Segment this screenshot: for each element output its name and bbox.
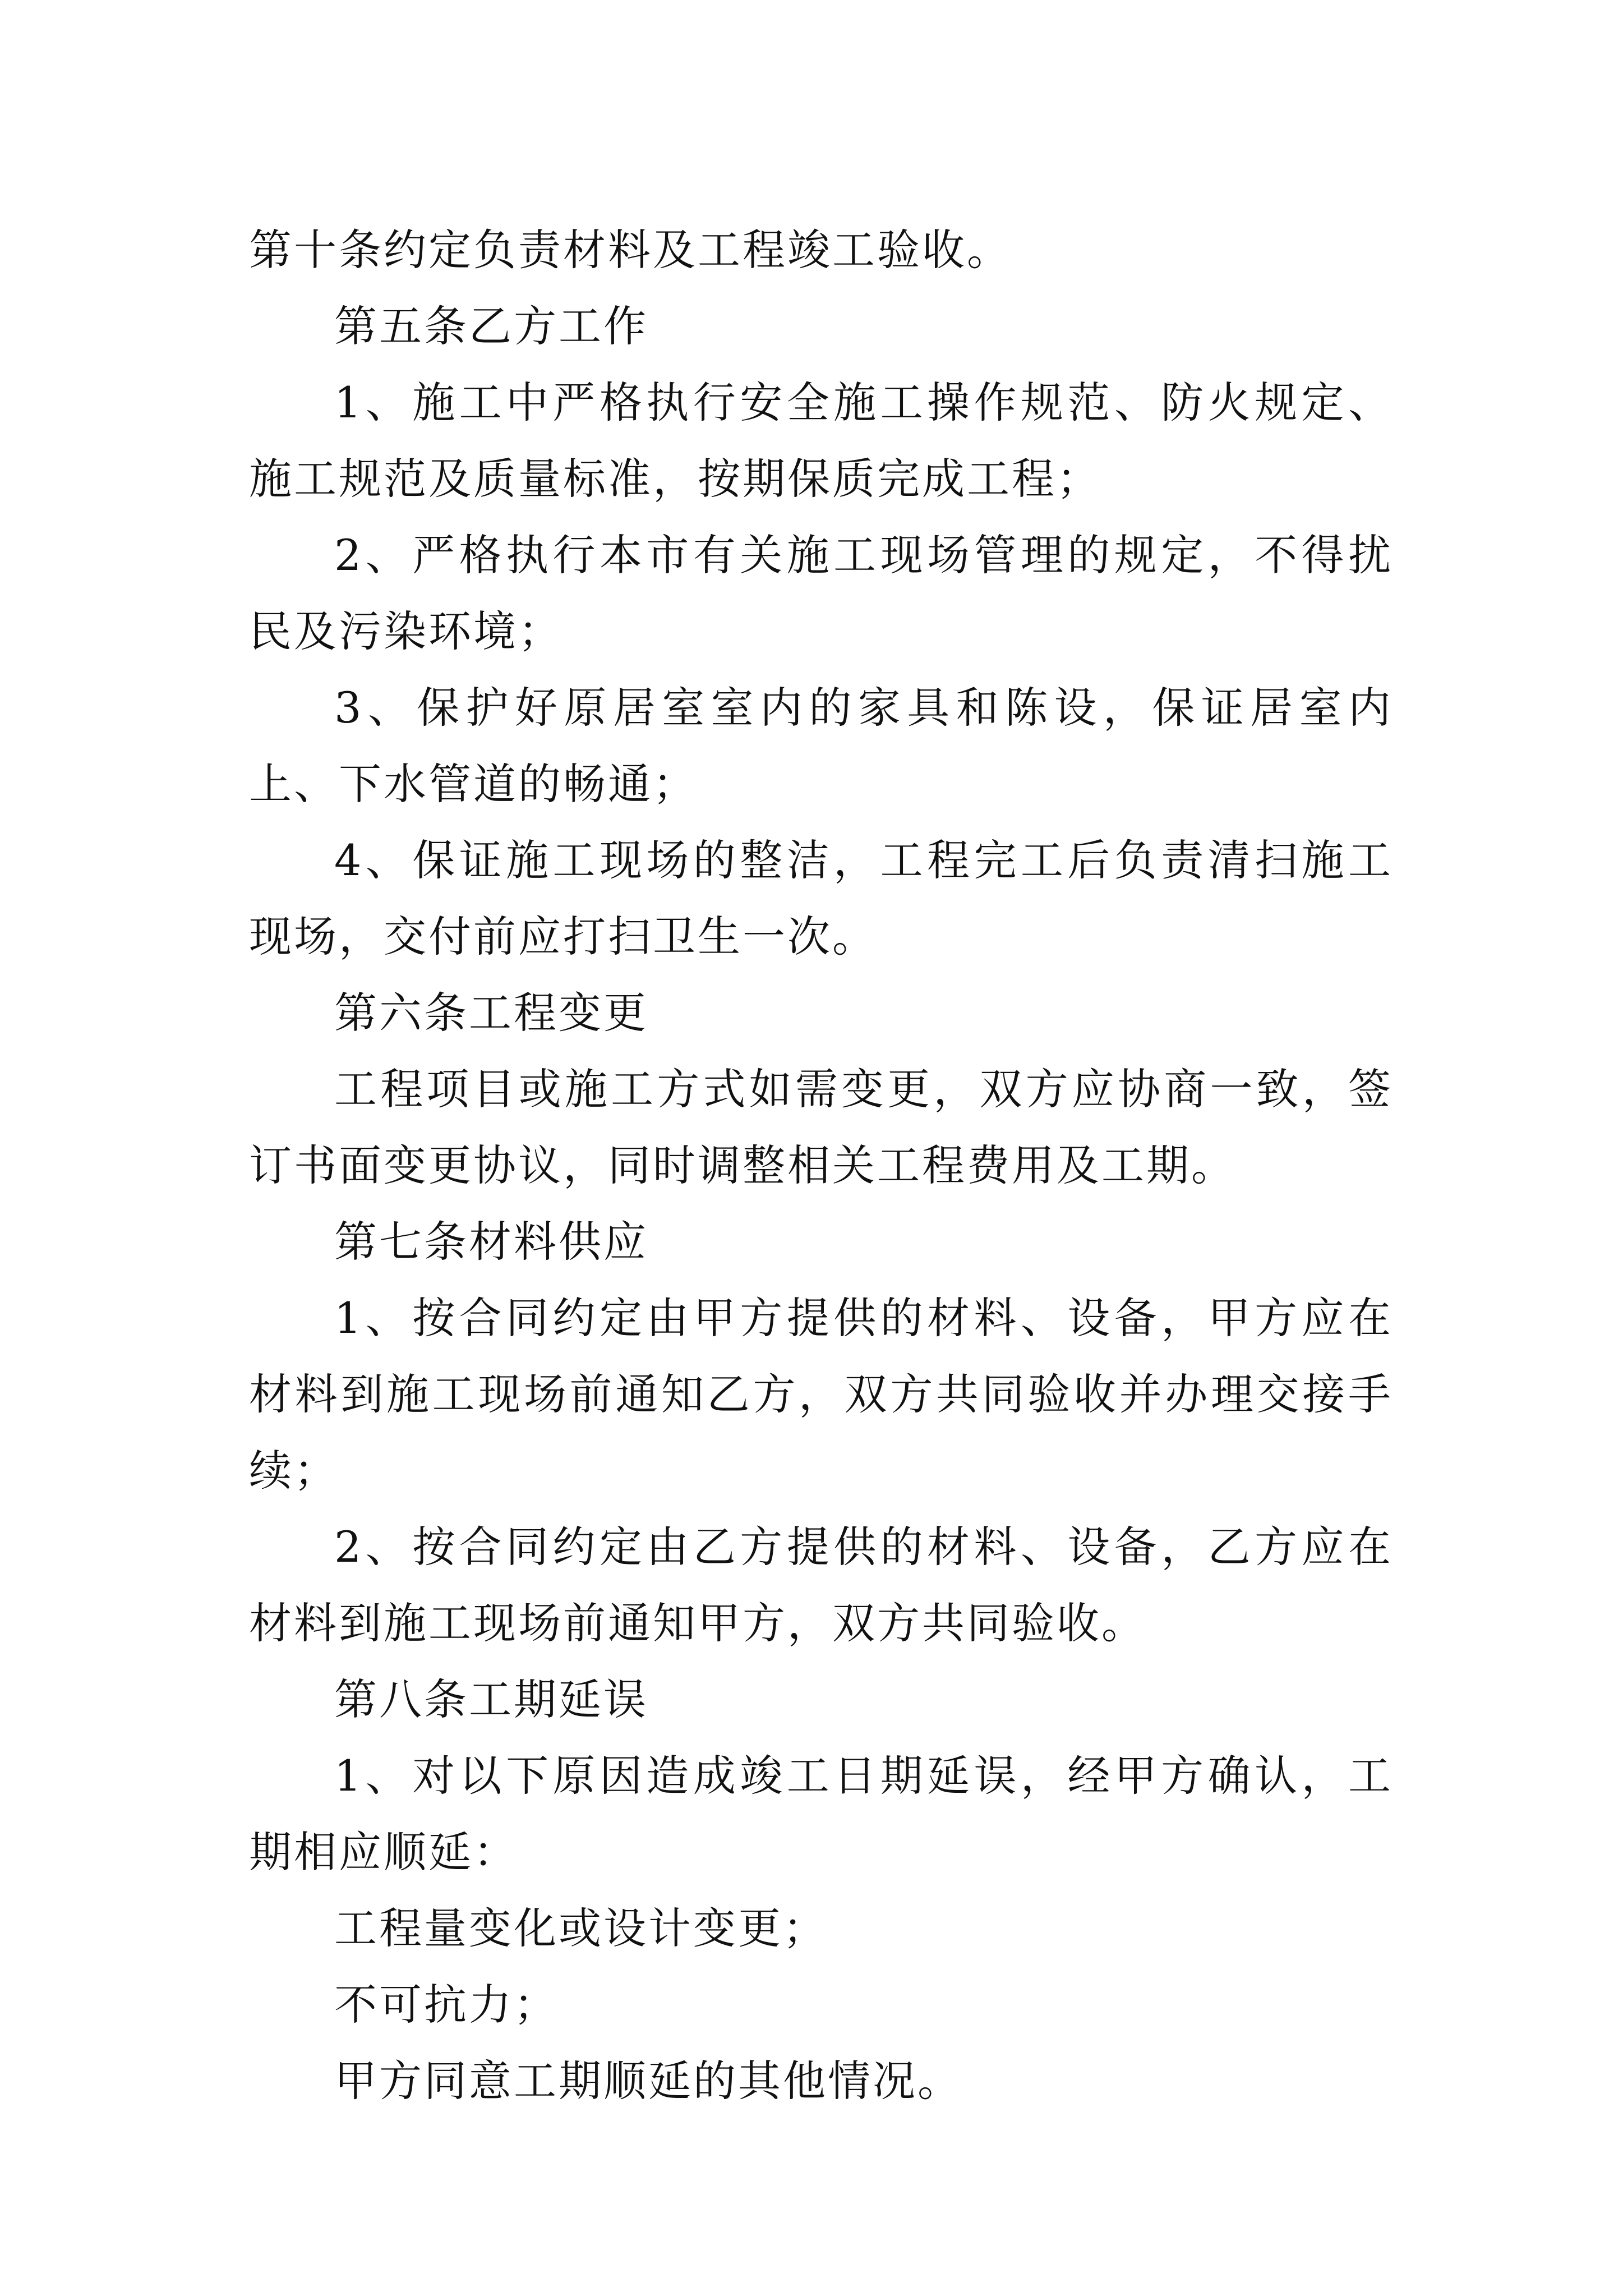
heading-article-7: 第七条材料供应 <box>334 1217 648 1267</box>
paragraph-article-8-item-1: 1、对以下原因造成竣工日期延误，经甲方确认，工期相应顺延： <box>249 1751 1393 1877</box>
paragraph-article-8-subitem-3: 甲方同意工期顺延的其他情况。 <box>334 2056 962 2106</box>
paragraph-article-5-item-1: 1、施工中严格执行安全施工操作规范、防火规定、施工规范及质量标准，按期保质完成工程； <box>249 378 1393 504</box>
paragraph-article-6-body: 工程项目或施工方式如需变更，双方应协商一致，签订书面变更协议，同时调整相关工程费用及工期。 <box>249 1064 1393 1190</box>
heading-article-5: 第五条乙方工作 <box>334 301 648 351</box>
paragraph-article-8-subitem-2: 不可抗力； <box>334 1980 559 2030</box>
heading-article-6: 第六条工程变更 <box>334 988 648 1038</box>
heading-article-8: 第八条工期延误 <box>334 1674 648 1724</box>
paragraph-article-5-item-4: 4、保证施工现场的整洁，工程完工后负责清扫施工现场，交付前应打扫卫生一次。 <box>249 835 1393 961</box>
paragraph-article-7-item-1: 1、按合同约定由甲方提供的材料、设备，甲方应在材料到施工现场前通知乙方，双方共同验收并办理交接手续； <box>249 1293 1393 1496</box>
paragraph-article-5-item-3: 3、保护好原居室室内的家具和陈设，保证居室内上、下水管道的畅通； <box>249 683 1393 809</box>
paragraph-article-8-subitem-1: 工程量变化或设计变更； <box>334 1903 828 1953</box>
paragraph-article-5-item-2: 2、严格执行本市有关施工现场管理的规定，不得扰民及污染环境； <box>249 530 1393 656</box>
paragraph-article-7-item-2: 2、按合同约定由乙方提供的材料、设备，乙方应在材料到施工现场前通知甲方，双方共同验收。 <box>249 1522 1393 1648</box>
document-body <box>249 212 1393 2119</box>
paragraph-article-10-clause: 第十条约定负责材料及工程竣工验收。 <box>249 225 1012 275</box>
